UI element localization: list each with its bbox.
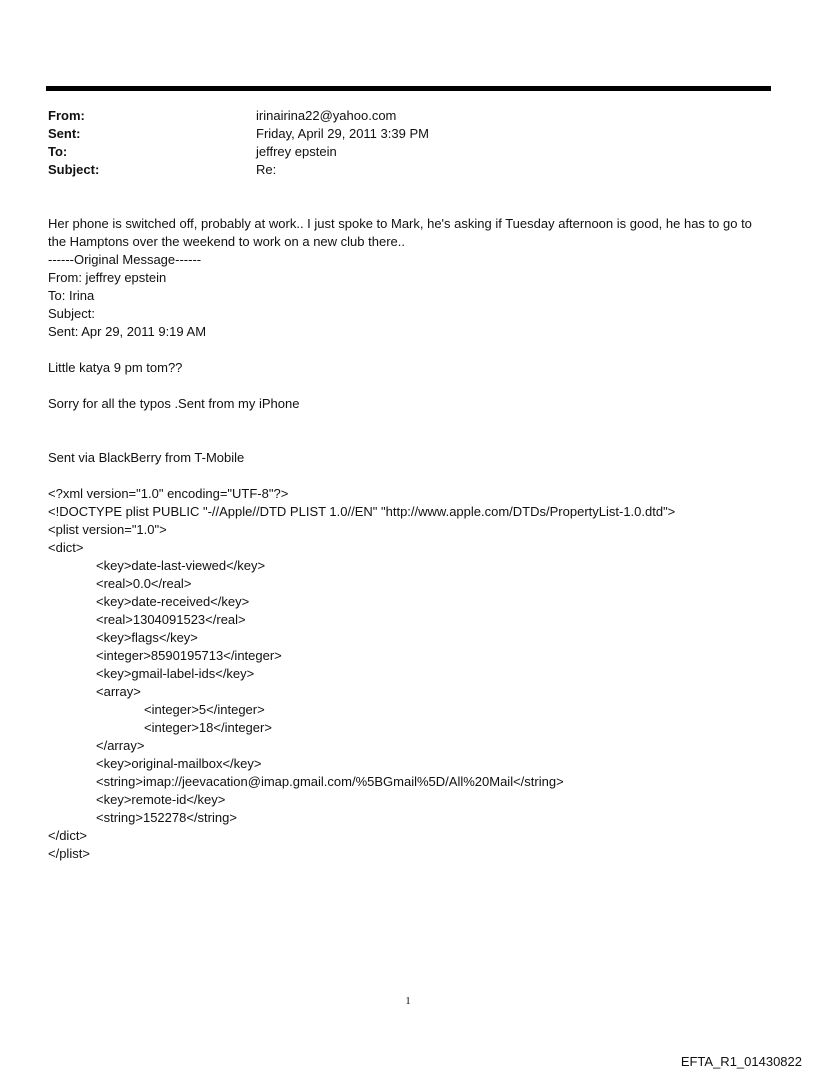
- email-header: [48, 107, 748, 179]
- orig-sent: Sent: Apr 29, 2011 9:19 AM: [48, 324, 207, 339]
- message-text: Little katya 9 pm tom??: [48, 360, 183, 375]
- sent-value: Friday, April 29, 2011 3:39 PM: [256, 126, 429, 141]
- header-divider: [46, 86, 771, 91]
- subject-row: [48, 161, 748, 179]
- to-row: [48, 143, 748, 161]
- iphone-signature: Sorry for all the typos .Sent from my iPhone: [48, 396, 300, 411]
- plist-line: <real>0.0</real>: [96, 576, 192, 591]
- orig-from: From: jeffrey epstein: [48, 270, 167, 285]
- plist-block: [48, 485, 773, 863]
- plist-line: <string>imap://jeevacation@imap.gmail.com/%5BGmail%5D/All%20Mail</string>: [96, 774, 564, 789]
- sent-label: Sent:: [48, 126, 81, 141]
- to-label: To:: [48, 144, 68, 159]
- sent-row: [48, 125, 748, 143]
- dict-close: </dict>: [48, 828, 88, 843]
- body-paragraph: Her phone is switched off, probably at work.. I just spoke to Mark, he's asking if Tuesday afternoon is good, he has to go to the Hamptons over the weekend to work on a new club there..: [48, 216, 752, 249]
- original-message-divider: ------Original Message------: [48, 252, 202, 267]
- from-row: [48, 107, 748, 125]
- plist-line: </array>: [96, 738, 145, 753]
- from-label: From:: [48, 108, 85, 123]
- plist-doctype: <!DOCTYPE plist PUBLIC "-//Apple//DTD PLIST 1.0//EN" "http://www.apple.com/DTDs/PropertyList-1.0.dtd">: [48, 504, 676, 519]
- plist-line: <key>original-mailbox</key>: [96, 756, 262, 771]
- plist-open: <plist version="1.0">: [48, 522, 167, 537]
- plist-line: <integer>18</integer>: [144, 720, 272, 735]
- plist-line: <integer>5</integer>: [144, 702, 265, 717]
- document-id-stamp: EFTA_R1_01430822: [680, 1054, 802, 1069]
- plist-xml-decl: <?xml version="1.0" encoding="UTF-8"?>: [48, 486, 289, 501]
- plist-line: <array>: [96, 684, 141, 699]
- blackberry-signature: Sent via BlackBerry from T-Mobile: [48, 450, 245, 465]
- plist-line: <key>date-last-viewed</key>: [96, 558, 266, 573]
- to-value: jeffrey epstein: [256, 144, 337, 159]
- subject-value: Re:: [256, 162, 277, 177]
- page-number: 1: [405, 995, 411, 1007]
- orig-subject: Subject:: [48, 306, 95, 321]
- plist-line: <string>152278</string>: [96, 810, 237, 825]
- plist-close: </plist>: [48, 846, 90, 861]
- orig-to: To: Irina: [48, 288, 95, 303]
- plist-line: <key>remote-id</key>: [96, 792, 226, 807]
- plist-line: <key>flags</key>: [96, 630, 198, 645]
- plist-line: <key>gmail-label-ids</key>: [96, 666, 255, 681]
- plist-line: <real>1304091523</real>: [96, 612, 246, 627]
- from-value: irinairina22@yahoo.com: [256, 108, 397, 123]
- plist-line: <key>date-received</key>: [96, 594, 250, 609]
- dict-open: <dict>: [48, 540, 84, 555]
- plist-line: <integer>8590195713</integer>: [96, 648, 282, 663]
- email-body: [48, 215, 773, 863]
- subject-label: Subject:: [48, 162, 100, 177]
